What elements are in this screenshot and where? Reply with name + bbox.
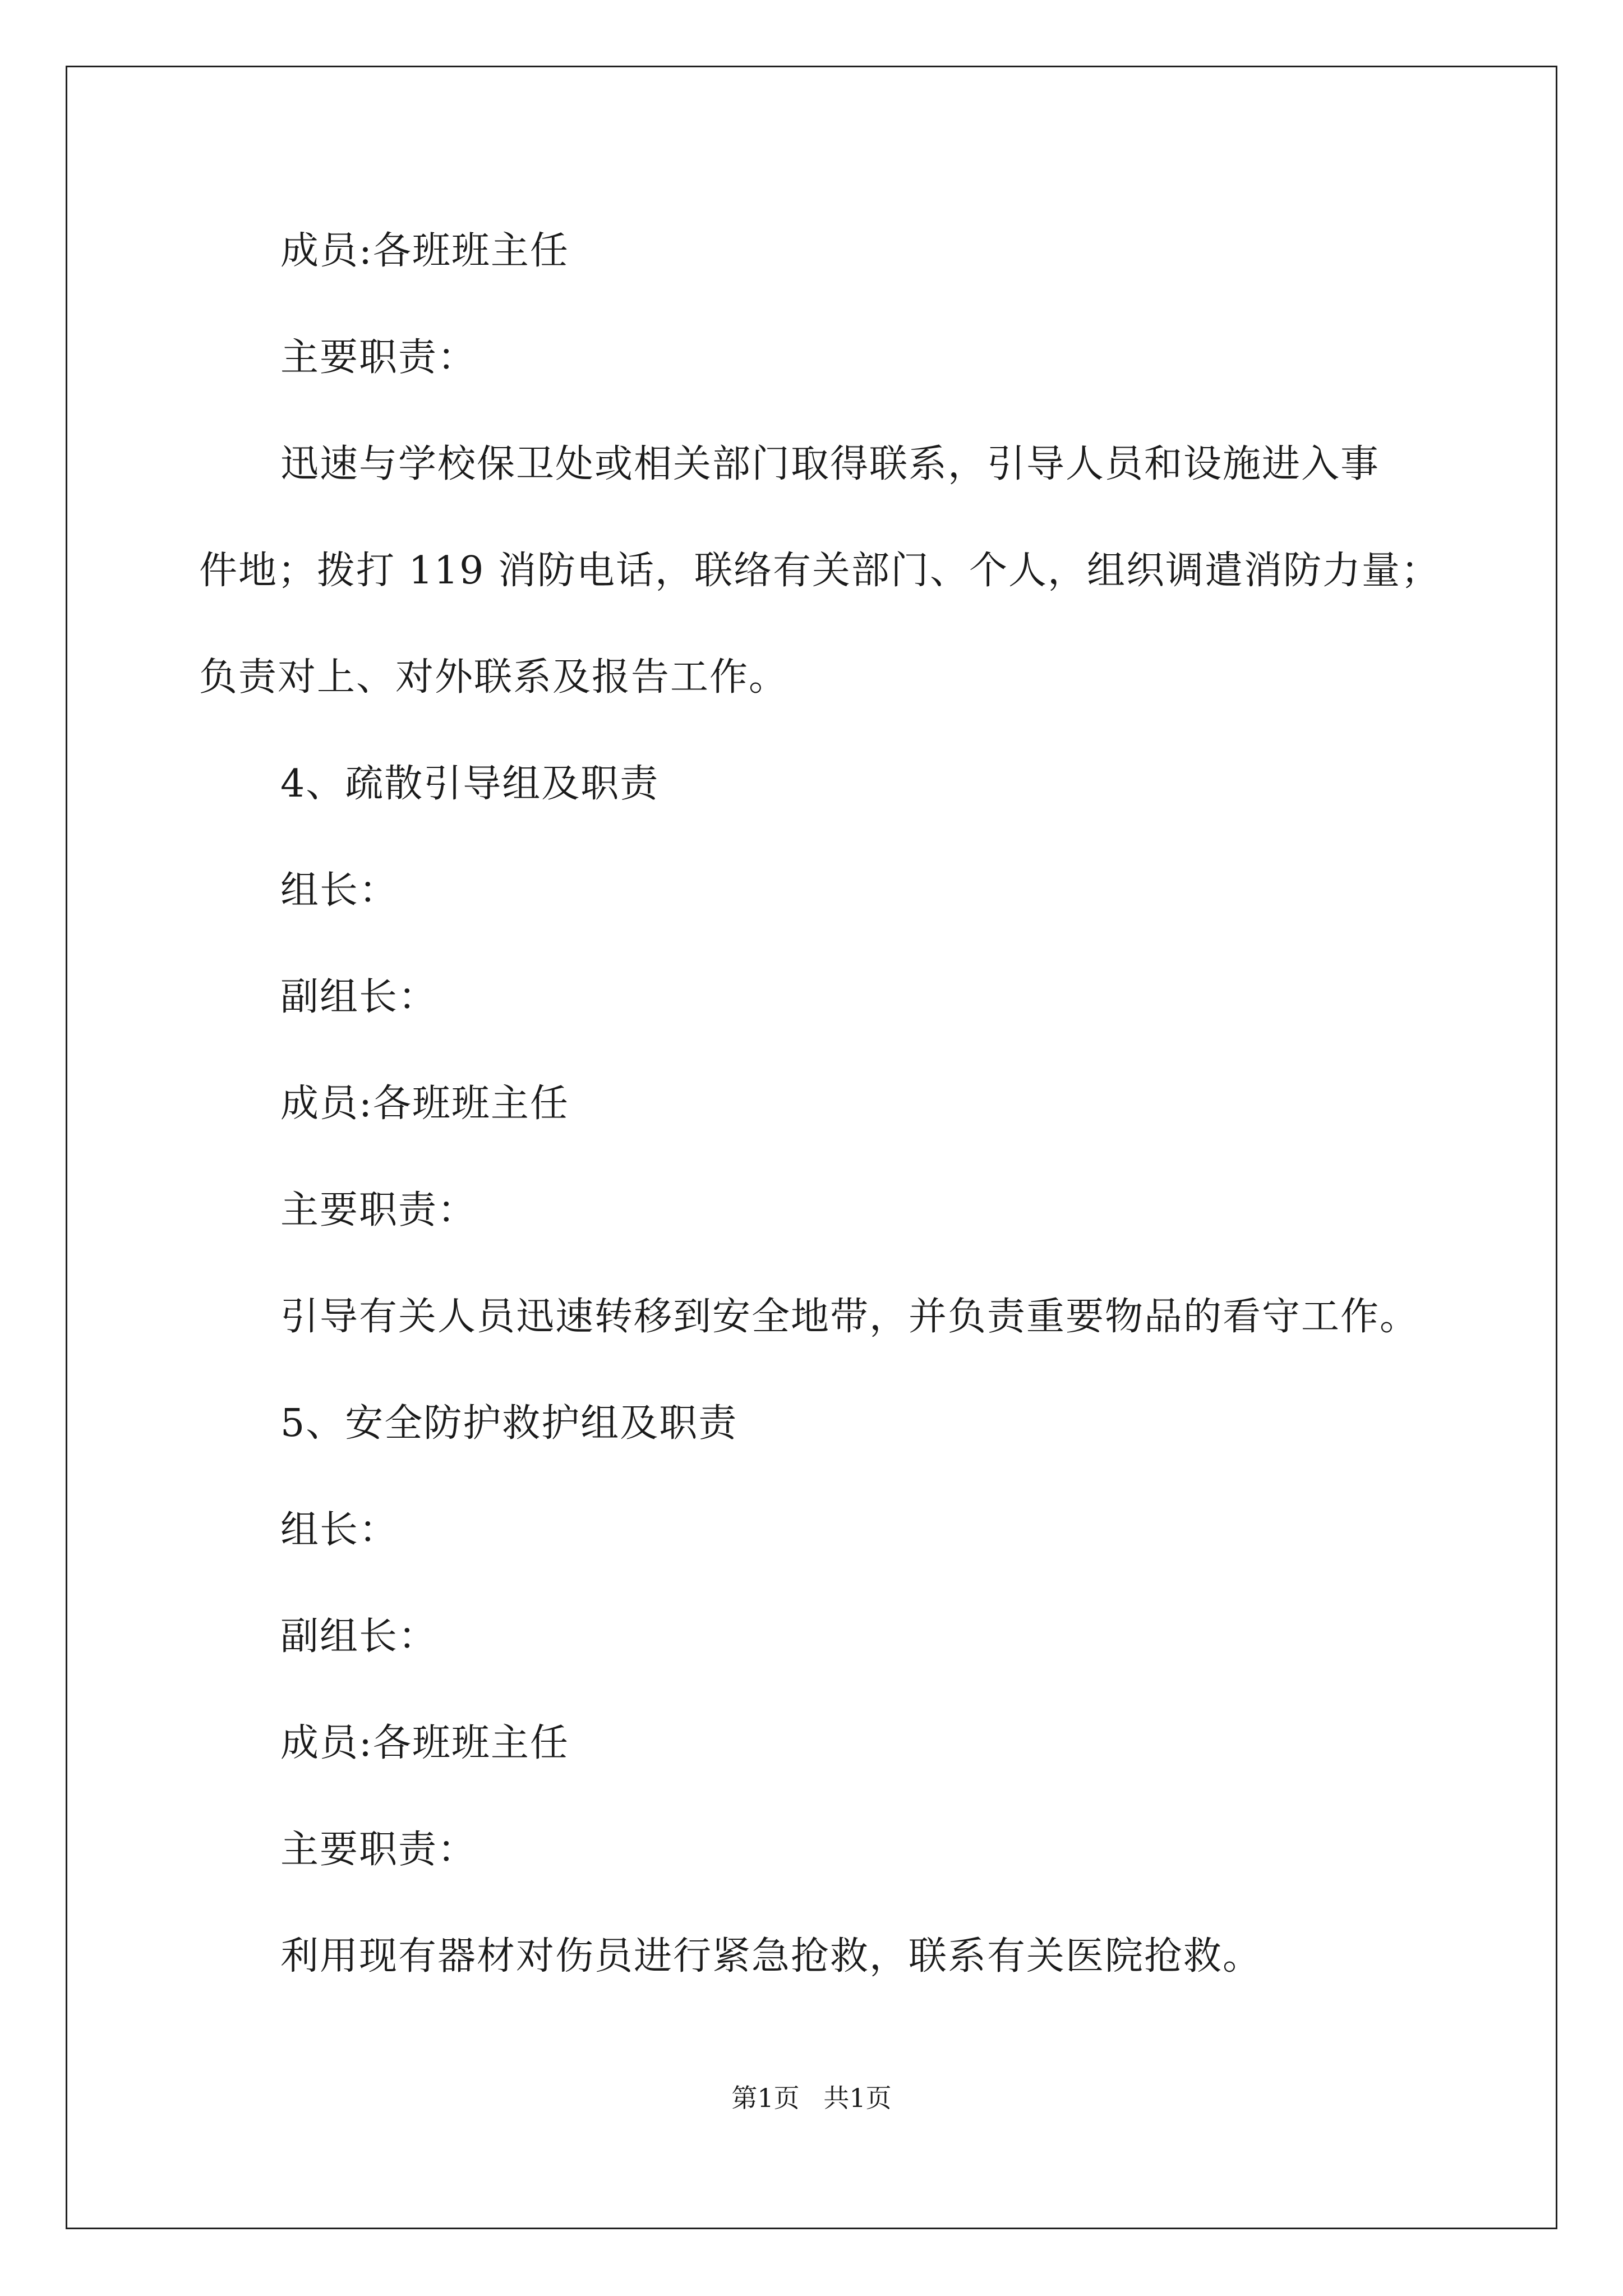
leader-line: 组长： (280, 1508, 399, 1552)
duties-heading: 主要职责： (280, 1828, 477, 1872)
page-number: 第1页 (731, 2083, 800, 2113)
page-border (66, 66, 1557, 2229)
deputy-leader-line: 副组长： (280, 1614, 438, 1659)
duties-text-line-2: 件地；拨打 119 消防电话，联络有关部门、个人，组织调遣消防力量； (199, 549, 1441, 593)
section-heading-4: 4、疏散引导组及职责 (280, 762, 660, 806)
members-line: 成员:各班班主任 (280, 1721, 569, 1765)
page-footer (0, 2082, 1623, 2114)
duties-heading: 主要职责： (280, 335, 477, 380)
duties-text: 引导有关人员迅速转移到安全地带，并负责重要物品的看守工作。 (280, 1295, 1419, 1339)
section-heading-5: 5、安全防护救护组及职责 (280, 1401, 738, 1446)
page-total: 共1页 (823, 2083, 892, 2113)
deputy-leader-line: 副组长： (280, 975, 438, 1019)
members-line: 成员:各班班主任 (280, 229, 569, 273)
leader-line: 组长： (280, 868, 399, 913)
duties-text: 利用现有器材对伤员进行紧急抢救，联系有关医院抢救。 (280, 1934, 1262, 1978)
duties-text-line-1: 迅速与学校保卫处或相关部门取得联系，引导人员和设施进入事 (280, 442, 1380, 486)
duties-text-line-3: 负责对上、对外联系及报告工作。 (199, 655, 789, 700)
members-line: 成员:各班班主任 (280, 1082, 569, 1126)
duties-heading: 主要职责： (280, 1188, 477, 1232)
